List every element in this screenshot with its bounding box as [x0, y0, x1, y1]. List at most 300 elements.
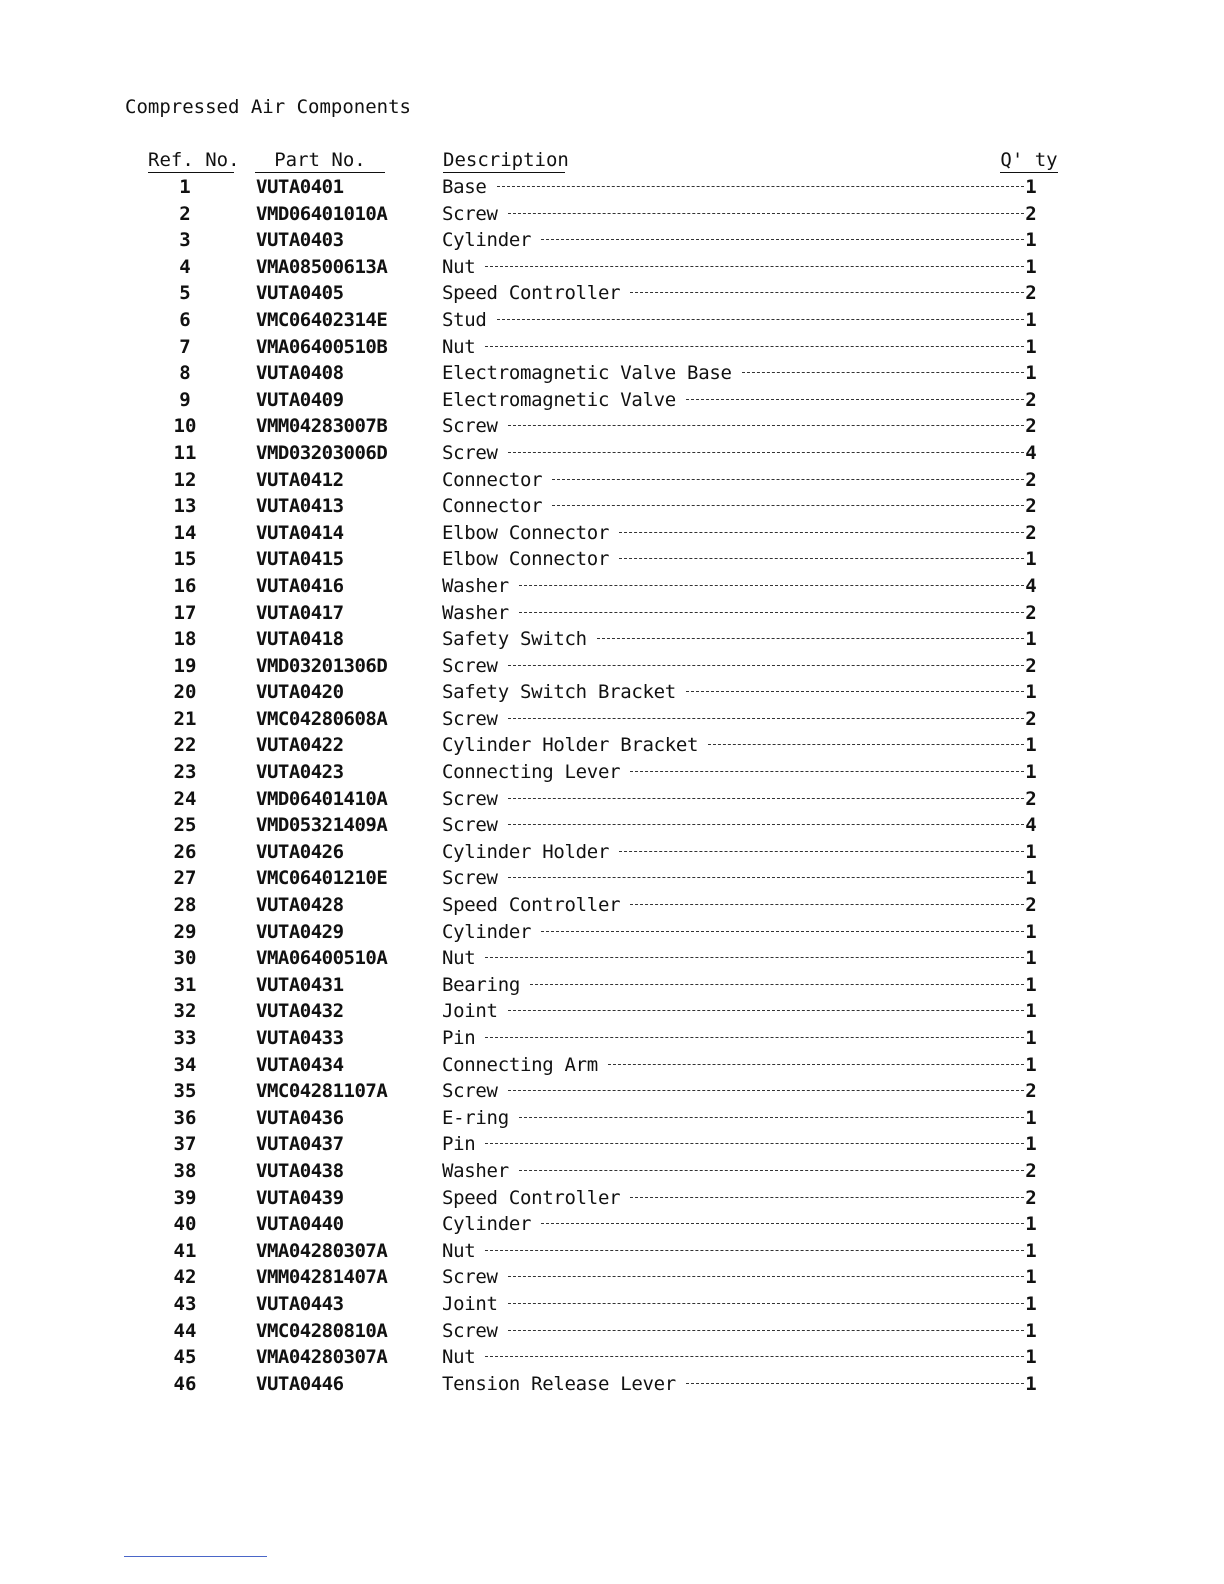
- part-number: VMA06400510A: [256, 947, 388, 970]
- ref-number: 28: [173, 894, 197, 917]
- part-number: VUTA0416: [256, 574, 344, 597]
- column-header-part: Part No.: [255, 149, 385, 173]
- parts-list: [0, 176, 1224, 1399]
- ref-number: 45: [173, 1346, 197, 1369]
- dotted-leader: [541, 931, 1024, 932]
- ref-number: 41: [173, 1239, 197, 1262]
- ref-number: 8: [179, 362, 191, 385]
- description-cell: [442, 1133, 1028, 1155]
- description: Screw: [442, 415, 498, 438]
- quantity: 1: [1025, 1239, 1037, 1262]
- ref-number: 29: [173, 920, 197, 943]
- table-row: [0, 681, 1224, 708]
- table-row: [0, 522, 1224, 549]
- table-row: [0, 176, 1224, 203]
- description-cell: [442, 1346, 1028, 1368]
- description: Connector: [442, 495, 543, 518]
- dotted-leader: [497, 319, 1024, 320]
- ref-number: 30: [173, 947, 197, 970]
- part-number: VMC06402314E: [256, 308, 388, 331]
- part-number: VUTA0403: [256, 229, 344, 252]
- part-number: VMM04281407A: [256, 1266, 388, 1289]
- description: Pin: [442, 1133, 476, 1156]
- table-row: [0, 734, 1224, 761]
- description-cell: [442, 1373, 1028, 1395]
- quantity: 2: [1025, 601, 1037, 624]
- description-cell: [442, 1266, 1028, 1288]
- description: Screw: [442, 1319, 498, 1342]
- part-number: VUTA0412: [256, 468, 344, 491]
- part-number: VUTA0443: [256, 1292, 344, 1315]
- quantity: 1: [1025, 335, 1037, 358]
- part-number: VMC04281107A: [256, 1080, 388, 1103]
- dotted-leader: [508, 1276, 1024, 1277]
- quantity: 1: [1025, 734, 1037, 757]
- quantity: 2: [1025, 894, 1037, 917]
- quantity: 1: [1025, 973, 1037, 996]
- part-number: VUTA0432: [256, 1000, 344, 1023]
- description-cell: [442, 628, 1028, 650]
- dotted-leader: [485, 346, 1024, 347]
- dotted-leader: [508, 665, 1024, 666]
- ref-number: 36: [173, 1106, 197, 1129]
- description: Bearing: [442, 973, 520, 996]
- dotted-leader: [485, 266, 1024, 267]
- table-row: [0, 788, 1224, 815]
- column-header-ref: Ref. No.: [148, 149, 240, 171]
- part-number: VUTA0417: [256, 601, 344, 624]
- ref-number: 5: [179, 282, 191, 305]
- table-row: [0, 1266, 1224, 1293]
- description-cell: [442, 814, 1028, 836]
- table-row: [0, 602, 1224, 629]
- dotted-leader: [597, 638, 1024, 639]
- description-cell: [442, 1320, 1028, 1342]
- description: Cylinder: [442, 920, 532, 943]
- ref-number: 3: [179, 229, 191, 252]
- description-cell: [442, 1240, 1028, 1262]
- quantity: 2: [1025, 1186, 1037, 1209]
- description: Screw: [442, 707, 498, 730]
- part-number: VUTA0409: [256, 388, 344, 411]
- description: Electromagnetic Valve Base: [442, 362, 732, 385]
- quantity: 4: [1025, 814, 1037, 837]
- table-row: [0, 469, 1224, 496]
- ref-number: 39: [173, 1186, 197, 1209]
- table-row: [0, 442, 1224, 469]
- table-row: [0, 974, 1224, 1001]
- ref-number: 4: [179, 255, 191, 278]
- description-cell: [442, 921, 1028, 943]
- quantity: 2: [1025, 202, 1037, 225]
- description: Screw: [442, 787, 498, 810]
- ref-number: 33: [173, 1027, 197, 1049]
- table-row: [0, 415, 1224, 442]
- description-cell: [442, 203, 1028, 225]
- part-number: VUTA0436: [256, 1106, 344, 1129]
- description-cell: [442, 282, 1028, 304]
- table-row: [0, 1373, 1224, 1400]
- table-row: [0, 921, 1224, 948]
- dotted-leader: [519, 612, 1024, 613]
- description: Screw: [442, 441, 498, 464]
- part-number: VMD06401010A: [256, 202, 388, 225]
- dotted-leader: [742, 372, 1024, 373]
- quantity: 2: [1025, 495, 1037, 518]
- part-number: VUTA0414: [256, 521, 344, 544]
- description-cell: [442, 602, 1028, 624]
- column-header-qty: Q' ty: [1000, 149, 1058, 171]
- part-number: VMC04280608A: [256, 707, 388, 730]
- description: Screw: [442, 1266, 498, 1289]
- ref-number: 25: [173, 814, 197, 837]
- part-number: VMD05321409A: [256, 814, 388, 837]
- part-number: VMC06401210E: [256, 867, 388, 890]
- quantity: 1: [1025, 255, 1037, 278]
- part-number: VUTA0439: [256, 1186, 344, 1209]
- ref-number: 14: [173, 521, 197, 544]
- table-row: [0, 1107, 1224, 1134]
- dotted-leader: [619, 558, 1024, 559]
- description-cell: [442, 256, 1028, 278]
- quantity: 2: [1025, 415, 1037, 438]
- table-row: [0, 1213, 1224, 1240]
- dotted-leader: [630, 292, 1024, 293]
- description: Screw: [442, 1080, 498, 1103]
- description: Washer: [442, 574, 509, 597]
- description-cell: [442, 1293, 1028, 1315]
- quantity: 1: [1025, 1266, 1037, 1289]
- description: Cylinder: [442, 229, 532, 252]
- description: E-ring: [442, 1106, 509, 1129]
- dotted-leader: [608, 1064, 1024, 1065]
- quantity: 1: [1025, 1053, 1037, 1076]
- ref-number: 16: [173, 574, 197, 597]
- table-row: [0, 1187, 1224, 1214]
- dotted-leader: [552, 479, 1024, 480]
- ref-number: 27: [173, 867, 197, 890]
- table-row: [0, 256, 1224, 283]
- dotted-leader: [508, 1330, 1024, 1331]
- description-cell: [442, 176, 1028, 198]
- description-cell: [442, 1000, 1028, 1022]
- quantity: 4: [1025, 574, 1037, 597]
- dotted-leader: [508, 1010, 1024, 1011]
- ref-number: 21: [173, 707, 197, 730]
- description-cell: [442, 974, 1028, 996]
- footer-rule: [124, 1556, 267, 1557]
- dotted-leader: [686, 1383, 1024, 1384]
- part-number: VMC04280810A: [256, 1319, 388, 1342]
- dotted-leader: [630, 771, 1024, 772]
- dotted-leader: [508, 1303, 1024, 1304]
- column-header-description: Description: [443, 149, 569, 171]
- table-row: [0, 867, 1224, 894]
- part-number: VMA04280307A: [256, 1346, 388, 1369]
- quantity: 1: [1025, 681, 1037, 704]
- dotted-leader: [508, 877, 1024, 878]
- quantity: 1: [1025, 947, 1037, 970]
- description: Speed Controller: [442, 1186, 621, 1209]
- part-number: VUTA0437: [256, 1133, 344, 1156]
- quantity: 2: [1025, 521, 1037, 544]
- description: Safety Switch: [442, 628, 587, 651]
- description: Cylinder Holder Bracket: [442, 734, 699, 757]
- ref-number: 23: [173, 761, 197, 784]
- description-cell: [442, 894, 1028, 916]
- description: Joint: [442, 1000, 498, 1023]
- description: Washer: [442, 1159, 509, 1182]
- ref-number: 42: [173, 1266, 197, 1289]
- description-cell: [442, 469, 1028, 491]
- description-cell: [442, 1107, 1028, 1129]
- description-cell: [442, 655, 1028, 677]
- table-row: [0, 947, 1224, 974]
- dotted-leader: [485, 1250, 1024, 1251]
- table-row: [0, 1133, 1224, 1160]
- dotted-leader: [541, 1223, 1024, 1224]
- description-cell: [442, 1213, 1028, 1235]
- quantity: 1: [1025, 1213, 1037, 1236]
- quantity: 1: [1025, 761, 1037, 784]
- table-row: [0, 1320, 1224, 1347]
- ref-number: 44: [173, 1319, 197, 1342]
- ref-number: 19: [173, 654, 197, 677]
- ref-number: 15: [173, 548, 197, 571]
- quantity: 1: [1025, 1000, 1037, 1023]
- description-cell: [442, 708, 1028, 730]
- ref-number: 17: [173, 601, 197, 624]
- dotted-leader: [508, 452, 1024, 453]
- description: Base: [442, 176, 487, 198]
- quantity: 4: [1025, 441, 1037, 464]
- table-row: [0, 1080, 1224, 1107]
- description-cell: [442, 1160, 1028, 1182]
- ref-number: 20: [173, 681, 197, 704]
- description: Connector: [442, 468, 543, 491]
- ref-number: 9: [179, 388, 191, 411]
- dotted-leader: [519, 1170, 1024, 1171]
- ref-number: 32: [173, 1000, 197, 1023]
- quantity: 2: [1025, 787, 1037, 810]
- description: Safety Switch Bracket: [442, 681, 676, 704]
- description-cell: [442, 947, 1028, 969]
- part-number: VMD06401410A: [256, 787, 388, 810]
- quantity: 1: [1025, 1372, 1037, 1395]
- ref-number: 11: [173, 441, 197, 464]
- description-cell: [442, 229, 1028, 251]
- description-cell: [442, 548, 1028, 570]
- description: Elbow Connector: [442, 521, 610, 544]
- dotted-leader: [508, 213, 1024, 214]
- description-cell: [442, 681, 1028, 703]
- dotted-leader: [508, 718, 1024, 719]
- description-cell: [442, 734, 1028, 756]
- ref-number: 1: [179, 176, 191, 198]
- ref-number: 46: [173, 1372, 197, 1395]
- description-cell: [442, 362, 1028, 384]
- description-cell: [442, 1080, 1028, 1102]
- part-number: VMD03201306D: [256, 654, 388, 677]
- quantity: 1: [1025, 1346, 1037, 1369]
- quantity: 1: [1025, 229, 1037, 252]
- description: Speed Controller: [442, 894, 621, 917]
- quantity: 2: [1025, 1080, 1037, 1103]
- description: Cylinder Holder: [442, 840, 610, 863]
- dotted-leader: [497, 186, 1024, 187]
- dotted-leader: [619, 532, 1024, 533]
- part-number: VUTA0422: [256, 734, 344, 757]
- description-cell: [442, 309, 1028, 331]
- part-number: VUTA0433: [256, 1027, 344, 1049]
- quantity: 1: [1025, 1319, 1037, 1342]
- dotted-leader: [485, 957, 1024, 958]
- table-row: [0, 336, 1224, 363]
- table-row: [0, 761, 1224, 788]
- quantity: 1: [1025, 1027, 1037, 1049]
- part-number: VUTA0408: [256, 362, 344, 385]
- quantity: 1: [1025, 362, 1037, 385]
- description: Washer: [442, 601, 509, 624]
- quantity: 1: [1025, 176, 1037, 198]
- description: Joint: [442, 1292, 498, 1315]
- quantity: 2: [1025, 654, 1037, 677]
- description-cell: [442, 788, 1028, 810]
- quantity: 1: [1025, 628, 1037, 651]
- table-row: [0, 362, 1224, 389]
- description-cell: [442, 1027, 1028, 1049]
- description-cell: [442, 761, 1028, 783]
- description-cell: [442, 415, 1028, 437]
- dotted-leader: [541, 239, 1024, 240]
- part-number: VUTA0431: [256, 973, 344, 996]
- table-row: [0, 841, 1224, 868]
- dotted-leader: [530, 984, 1024, 985]
- ref-number: 24: [173, 787, 197, 810]
- dotted-leader: [519, 1117, 1024, 1118]
- description: Nut: [442, 335, 476, 358]
- part-number: VUTA0446: [256, 1372, 344, 1395]
- quantity: 1: [1025, 1133, 1037, 1156]
- description-cell: [442, 867, 1028, 889]
- dotted-leader: [508, 824, 1024, 825]
- description-cell: [442, 442, 1028, 464]
- ref-number: 40: [173, 1213, 197, 1236]
- table-row: [0, 1346, 1224, 1373]
- description: Connecting Arm: [442, 1053, 598, 1076]
- part-number: VMM04283007B: [256, 415, 388, 438]
- dotted-leader: [619, 851, 1024, 852]
- ref-number: 43: [173, 1292, 197, 1315]
- dotted-leader: [552, 505, 1024, 506]
- description: Connecting Lever: [442, 761, 621, 784]
- table-row: [0, 548, 1224, 575]
- quantity: 2: [1025, 1159, 1037, 1182]
- ref-number: 37: [173, 1133, 197, 1156]
- description: Screw: [442, 654, 498, 677]
- quantity: 2: [1025, 388, 1037, 411]
- description: Elbow Connector: [442, 548, 610, 571]
- ref-number: 22: [173, 734, 197, 757]
- part-number: VUTA0426: [256, 840, 344, 863]
- table-row: [0, 1027, 1224, 1054]
- ref-number: 7: [179, 335, 191, 358]
- part-number: VUTA0401: [256, 176, 344, 198]
- description: Nut: [442, 947, 476, 970]
- quantity: 2: [1025, 468, 1037, 491]
- dotted-leader: [508, 425, 1024, 426]
- dotted-leader: [485, 1143, 1024, 1144]
- table-row: [0, 1293, 1224, 1320]
- page-title: Compressed Air Components: [125, 96, 411, 118]
- table-row: [0, 309, 1224, 336]
- description: Stud: [442, 308, 487, 331]
- table-row: [0, 389, 1224, 416]
- table-row: [0, 628, 1224, 655]
- part-number: VUTA0415: [256, 548, 344, 571]
- description: Screw: [442, 202, 498, 225]
- dotted-leader: [485, 1037, 1024, 1038]
- quantity: 1: [1025, 867, 1037, 890]
- quantity: 1: [1025, 920, 1037, 943]
- ref-number: 2: [179, 202, 191, 225]
- quantity: 1: [1025, 840, 1037, 863]
- description-cell: [442, 575, 1028, 597]
- table-row: [0, 814, 1224, 841]
- part-number: VUTA0428: [256, 894, 344, 917]
- ref-number: 26: [173, 840, 197, 863]
- description-cell: [442, 389, 1028, 411]
- description-cell: [442, 1054, 1028, 1076]
- description: Nut: [442, 1239, 476, 1262]
- description: Cylinder: [442, 1213, 532, 1236]
- description: Electromagnetic Valve: [442, 388, 676, 411]
- part-number: VUTA0405: [256, 282, 344, 305]
- table-row: [0, 282, 1224, 309]
- description-cell: [442, 336, 1028, 358]
- table-row: [0, 708, 1224, 735]
- quantity: 1: [1025, 548, 1037, 571]
- dotted-leader: [508, 798, 1024, 799]
- dotted-leader: [630, 1197, 1024, 1198]
- part-number: VUTA0423: [256, 761, 344, 784]
- description: Screw: [442, 867, 498, 890]
- table-row: [0, 1160, 1224, 1187]
- part-number: VMA04280307A: [256, 1239, 388, 1262]
- quantity: 1: [1025, 308, 1037, 331]
- ref-number: 35: [173, 1080, 197, 1103]
- part-number: VUTA0413: [256, 495, 344, 518]
- description-cell: [442, 495, 1028, 517]
- quantity: 1: [1025, 1292, 1037, 1315]
- part-number: VUTA0429: [256, 920, 344, 943]
- ref-number: 18: [173, 628, 197, 651]
- description: Speed Controller: [442, 282, 621, 305]
- table-row: [0, 229, 1224, 256]
- table-row: [0, 203, 1224, 230]
- ref-number: 38: [173, 1159, 197, 1182]
- description: Nut: [442, 1346, 476, 1369]
- table-row: [0, 894, 1224, 921]
- part-number: VUTA0434: [256, 1053, 344, 1076]
- table-row: [0, 575, 1224, 602]
- part-number: VMA08500613A: [256, 255, 388, 278]
- table-row: [0, 1240, 1224, 1267]
- table-row: [0, 495, 1224, 522]
- ref-number: 6: [179, 308, 191, 331]
- description: Nut: [442, 255, 476, 278]
- quantity: 1: [1025, 1106, 1037, 1129]
